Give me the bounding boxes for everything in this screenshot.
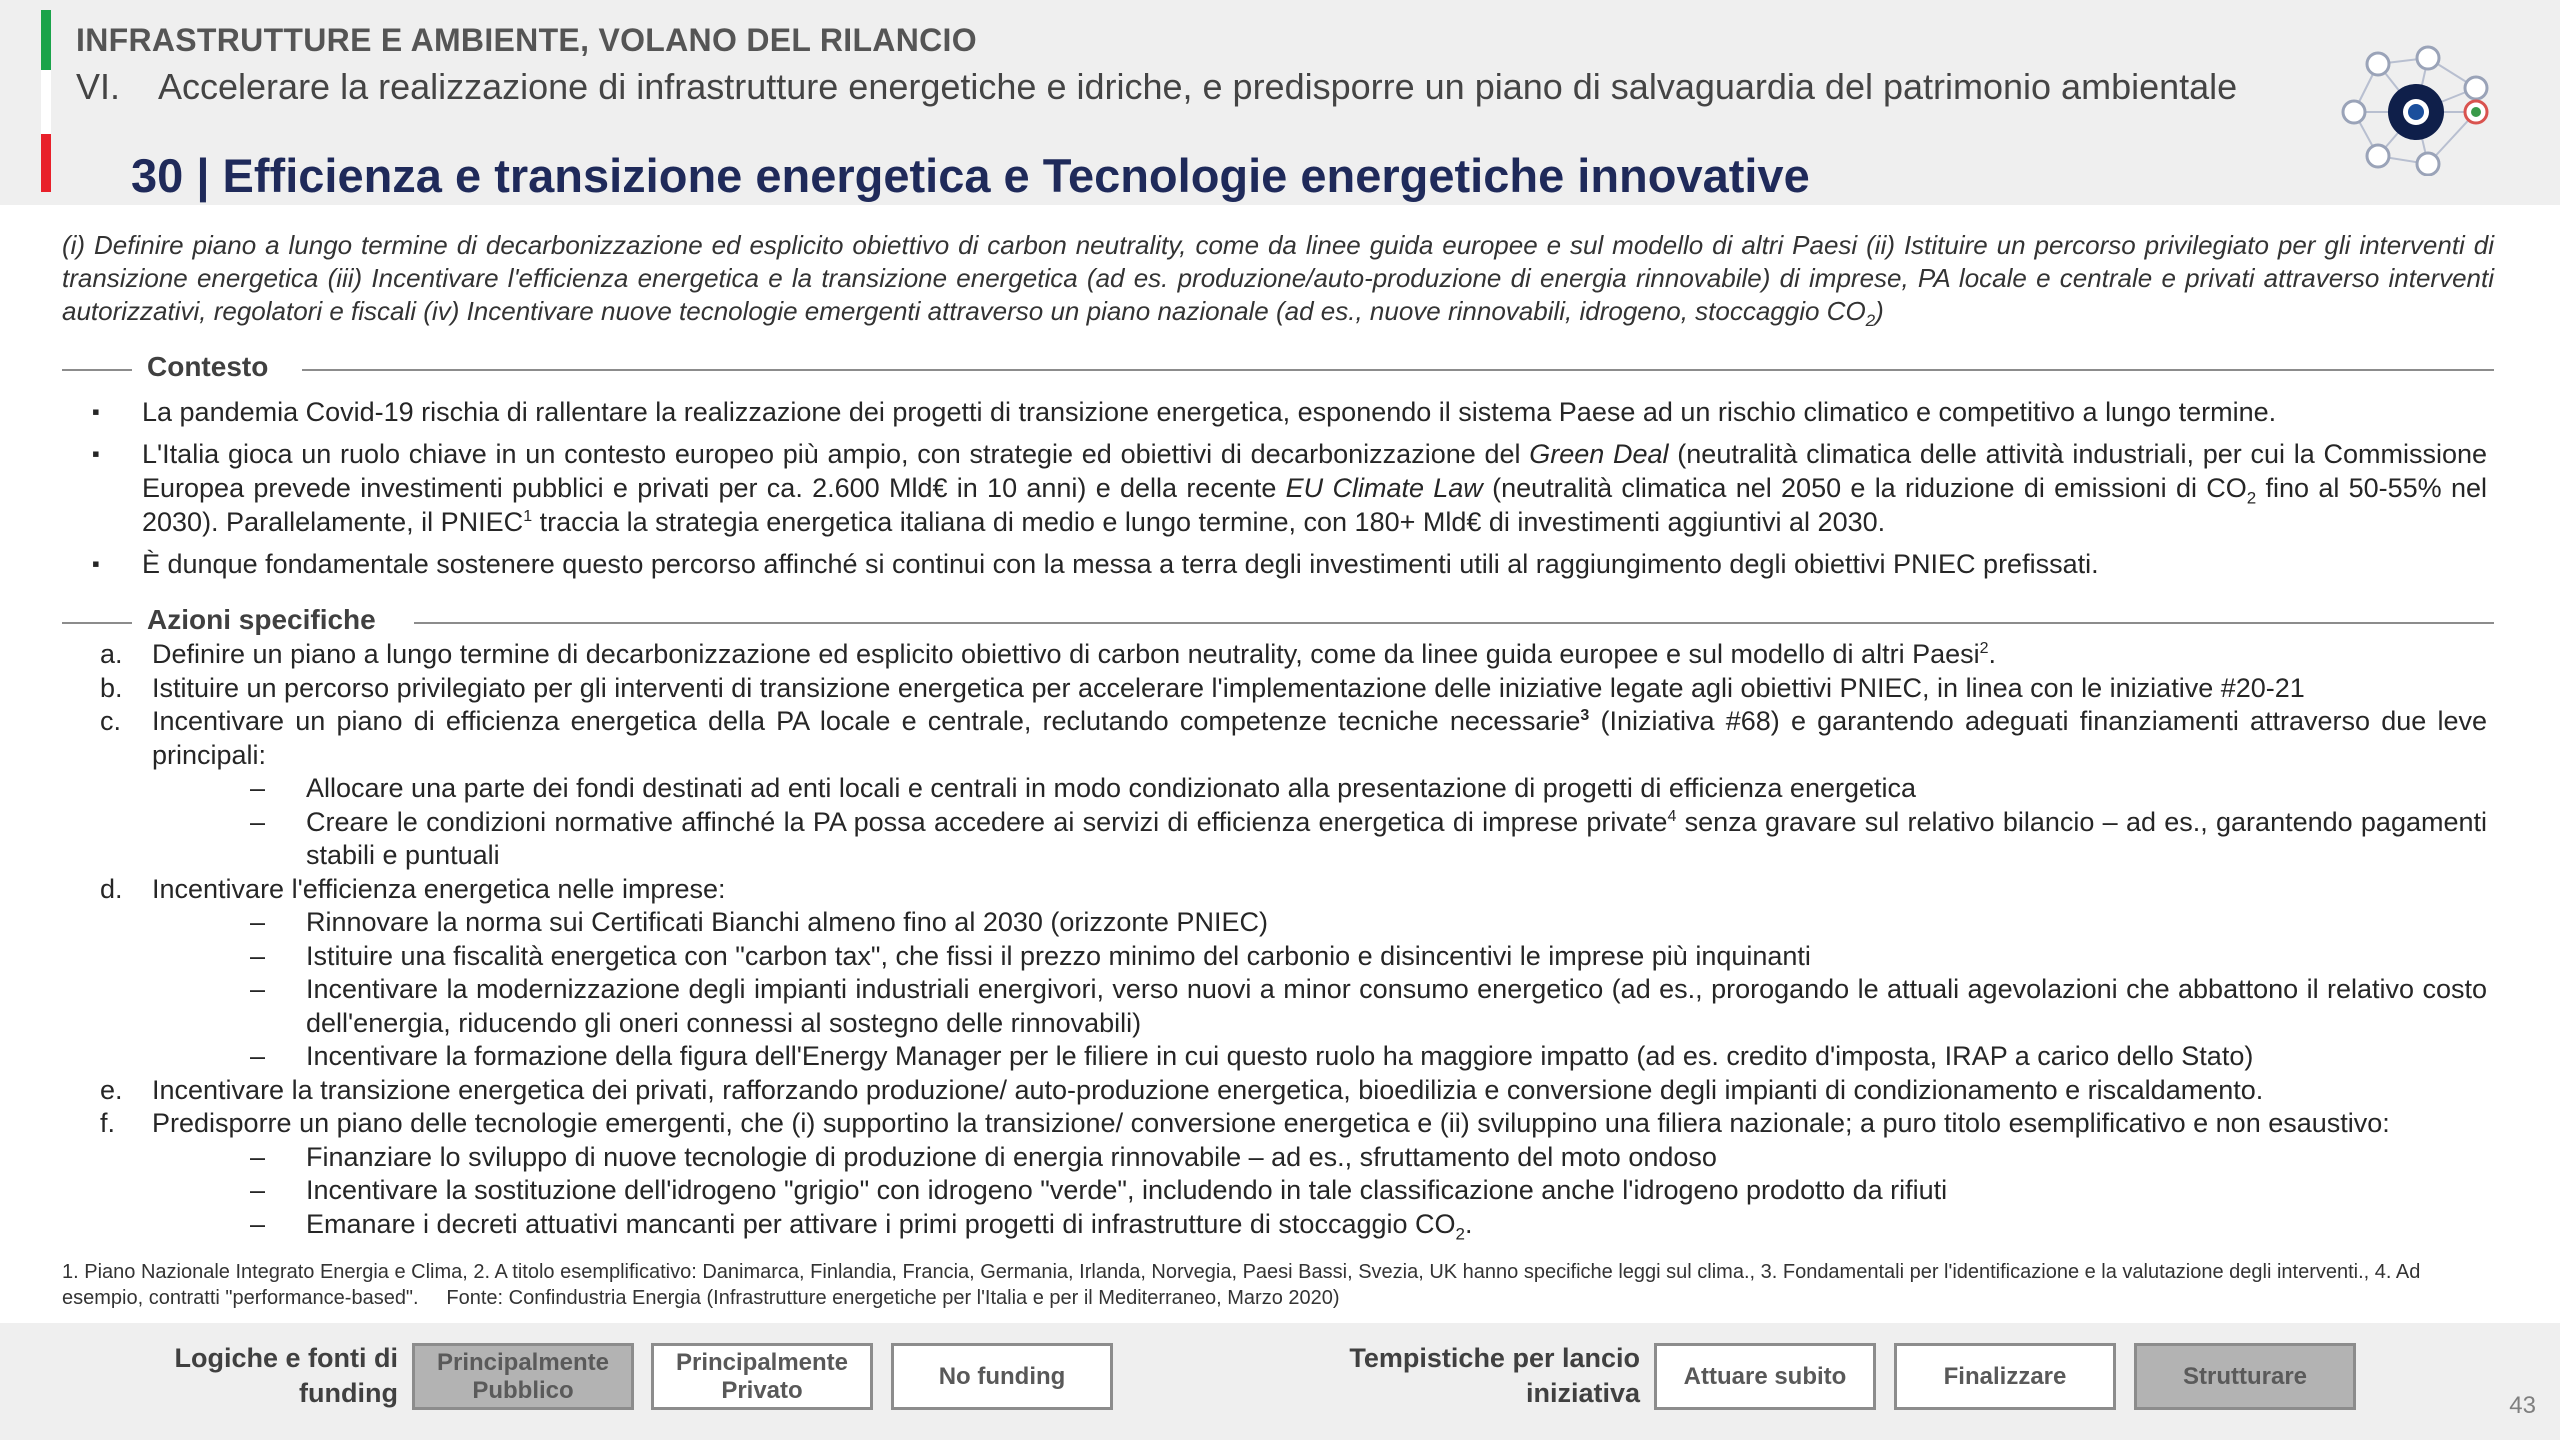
sub-action-text: Finanziare lo sviluppo di nuove tecnologie di produzione di energia rinnovabile – ad es., sfruttamento del moto ondoso — [306, 1141, 1717, 1172]
action-item — [100, 1107, 2487, 1141]
context-bullet-text: È dunque fondamentale sostenere questo percorso affinché si continui con la messa a terra degli investimenti utili al raggiungimento degli obiettivi PNIEC prefissati. — [142, 549, 2099, 579]
sub-action-text: Incentivare la sostituzione dell'idrogeno "grigio" con idrogeno "verde", includendo in tale classificazione anche l'idrogeno prodotto da rifiuti — [306, 1175, 1948, 1205]
network-logo-icon — [2336, 44, 2496, 176]
section-title: INFRASTRUTTURE E AMBIENTE, VOLANO DEL RILANCIO — [76, 22, 977, 58]
sub-action-item — [100, 806, 2487, 873]
context-text: traccia la strategia energetica italiana di medio e lungo termine, con 180+ Mld€ di investimenti aggiuntivi al 2030. — [532, 507, 1886, 537]
context-text: (neutralità climatica nel 2050 e la riduzione di emissioni di CO — [1482, 473, 2247, 503]
flag-red-bar — [41, 134, 51, 192]
funding-label-line: Logiche e fonti di — [174, 1343, 398, 1373]
footnotes: 1. Piano Nazionale Integrato Energia e Clima, 2. A titolo esemplificativo: Danimarca, Finlandia, Francia, Germania, Irlanda, Norvegia, Paesi Bassi, Svezia, UK hanno specifiche leggi sul clima., 3. Fondamentali per l'identificazione e la valutazione degli interventi., 4. Ad esempio, contratti "performance-based". Fonte: Confindustria Energia (Infrastrutture energetiche per l'Italia e per il Mediterraneo, Marzo 2020) — [62, 1261, 2426, 1309]
footnote-ref: 4 — [1667, 807, 1677, 825]
option-label: Pubblico — [472, 1376, 574, 1404]
footnote-ref: 1 — [523, 508, 533, 525]
funding-label — [120, 1341, 398, 1411]
option-label: Finalizzare — [1943, 1362, 2067, 1390]
option-label: Principalmente — [436, 1348, 610, 1376]
actions-label: Azioni specifiche — [147, 604, 376, 635]
timing-option-attuare — [1654, 1343, 1876, 1410]
timing-label-line: iniziativa — [1525, 1378, 1640, 1408]
sub-action-item — [100, 1208, 2487, 1242]
context-bullet — [92, 395, 2487, 429]
action-letter: a. — [100, 639, 123, 669]
context-text: fino al 50-55% nel 2030). Parallelamente, il PNIEC — [142, 473, 2487, 537]
context-bullet — [92, 547, 2487, 581]
actions-section-header — [62, 602, 2494, 642]
action-letter: c. — [100, 706, 122, 736]
subtitle-number: VI. — [76, 66, 121, 107]
eu-climate-law-term: EU Climate Law — [1285, 473, 1483, 503]
timing-option-strutturare — [2134, 1343, 2356, 1410]
divider-right — [302, 369, 2494, 371]
action-item — [100, 873, 2487, 907]
green-deal-term: Green Deal — [1529, 439, 1669, 469]
action-text: Incentivare l'efficienza energetica nelle imprese: — [152, 873, 726, 904]
option-label: Attuare subito — [1683, 1362, 1847, 1390]
sub-action-text: Rinnovare la norma sui Certificati Bianchi almeno fino al 2030 (orizzonte PNIEC) — [306, 907, 1268, 937]
context-label: Contesto — [147, 351, 269, 382]
action-text: Istituire un percorso privilegiato per gli interventi di transizione energetica per accelerare l'implementazione delle iniziative legate agli obiettivi PNIEC, in linea con le iniziative #20-21 — [152, 672, 2305, 703]
sub-action-text: . — [1464, 1208, 1473, 1239]
option-label: No funding — [938, 1362, 1066, 1390]
divider-left — [62, 369, 132, 371]
action-text: . — [1988, 639, 1997, 669]
sub-action-text: Istituire una fiscalità energetica con "carbon tax", che fissi il prezzo minimo del carbonio e disincentivi le imprese più inquinanti — [306, 940, 1811, 971]
option-label: Principalmente — [675, 1348, 849, 1376]
timing-option-finalizzare — [1894, 1343, 2116, 1410]
option-label: Privato — [721, 1376, 803, 1404]
subtitle-text: Accelerare la realizzazione di infrastrutture energetiche e idriche, e predisporre un piano di salvaguardia del patrimonio ambientale — [158, 66, 2238, 107]
context-bullets — [92, 395, 2487, 589]
sub-action-item — [100, 1141, 2487, 1175]
co2-subscript: 2 — [1455, 1223, 1465, 1243]
action-item — [100, 705, 2487, 772]
timing-label — [1300, 1341, 1640, 1411]
actions-list — [100, 638, 2487, 1241]
footnote-ref: 3 — [1580, 707, 1590, 724]
sub-action-item — [100, 906, 2487, 940]
action-text: Incentivare un piano di efficienza energetica della PA locale e centrale, reclutando competenze tecniche necessarie — [152, 706, 1581, 736]
action-letter: b. — [100, 672, 123, 703]
funding-label-line: funding — [299, 1378, 398, 1408]
intro-paragraph — [62, 229, 2494, 331]
action-text: Definire un piano a lungo termine di decarbonizzazione ed esplicito obiettivo di carbon neutrality, come da linee guida europee e sul modello di altri Paesi — [152, 639, 1980, 669]
funding-option-no-funding — [891, 1343, 1113, 1410]
sub-action-text: Incentivare la formazione della figura dell'Energy Manager per le filiere in cui questo ruolo ha maggiore impatto (ad es. credito d'imposta, IRAP a carico dello Stato) — [306, 1041, 2254, 1071]
sub-action-item — [100, 973, 2487, 1040]
action-letter: e. — [100, 1074, 123, 1105]
timing-label-line: Tempistiche per lancio — [1349, 1343, 1640, 1373]
flag-green-bar — [41, 10, 51, 70]
action-text: (Iniziativa #68) e garantendo adeguati finanziamenti attraverso due leve principali: — [152, 706, 2488, 770]
context-section-header — [62, 349, 2494, 389]
sub-action-text: Creare le condizioni normative affinché la PA possa accedere ai servizi di efficienza energetica di imprese private — [306, 806, 1668, 837]
action-letter: d. — [100, 873, 123, 904]
co2-subscript: 2 — [2246, 488, 2257, 508]
sub-action-item — [100, 940, 2487, 974]
sub-action-text: Emanare i decreti attuativi mancanti per attivare i primi progetti di infrastrutture di stoccaggio CO — [306, 1208, 1456, 1239]
intro-subscript: 2 — [1865, 311, 1876, 331]
page-number: 43 — [2509, 1392, 2536, 1419]
divider-right — [414, 622, 2494, 624]
page-title: 30 | Efficienza e transizione energetica e Tecnologie energetiche innovative — [131, 149, 1810, 202]
action-item — [100, 638, 2487, 672]
intro-end: ) — [1875, 296, 1884, 326]
divider-left — [62, 622, 132, 624]
sub-action-text: Allocare una parte dei fondi destinati ad enti locali e centrali in modo condizionato alla presentazione di progetti di efficienza energetica — [306, 773, 1917, 803]
action-text: Incentivare la transizione energetica dei privati, rafforzando produzione/ auto-produzione energetica, bioedilizia e conversione degli impianti di condizionamento e riscaldamento. — [152, 1074, 2264, 1105]
sub-action-text: Incentivare la modernizzazione degli impianti industriali energivori, verso nuovi a minor consumo energetico (ad es., prorogando le attuali agevolazioni che abbattono il relativo costo dell'energia, riducendo gli oneri connessi al sostegno delle rinnovabili) — [306, 974, 2487, 1038]
context-text: L'Italia gioca un ruolo chiave in un contesto europeo più ampio, con strategie ed obiettivi di decarbonizzazione del — [142, 439, 1530, 469]
flag-white-bar — [41, 70, 51, 134]
section-subtitle — [76, 66, 2237, 108]
sub-action-item — [100, 1040, 2487, 1074]
funding-option-privato — [651, 1343, 873, 1410]
sub-action-text: senza gravare sul relativo bilancio – ad es., garantendo pagamenti stabili e puntuali — [306, 806, 2488, 870]
action-letter: f. — [100, 1108, 116, 1138]
funding-option-pubblico — [412, 1343, 634, 1410]
intro-text: (i) Definire piano a lungo termine di decarbonizzazione ed esplicito obiettivo di carbon neutrality, come da linee guida europee e sul modello di altri Paesi (ii) Istituire un percorso privilegiato per gli interventi di transizione energetica (iii) Incentivare l'efficienza energetica e la transizione energetica (ad es. produzione/auto-produzione di energia rinnovabile) di imprese, PA locale e centrale e privati attraverso interventi autorizzativi, regolatori e fiscali (iv) Incentivare nuove tecnologie emergenti attraverso un piano nazionale (ad es., nuove rinnovabili, idrogeno, stoccaggio CO — [62, 230, 2494, 326]
header-band — [0, 0, 2560, 205]
context-bullet-text: La pandemia Covid-19 rischia di rallentare la realizzazione dei progetti di transizione energetica, esponendo il sistema Paese ad un rischio climatico e competitivo a lungo termine. — [142, 397, 2277, 427]
footnote-ref: 2 — [1979, 640, 1989, 657]
action-item — [100, 672, 2487, 706]
option-label: Strutturare — [2182, 1362, 2308, 1390]
action-item — [100, 1074, 2487, 1108]
context-text: (neutralità climatica delle attività industriali, per cui la Commissione Europea prevede investimenti pubblici e privati per ca. 2.600 Mld€ in 10 anni) e della recente — [142, 439, 2487, 503]
sub-action-item — [100, 1174, 2487, 1208]
action-text: Predisporre un piano delle tecnologie emergenti, che (i) supportino la transizione/ conversione energetica e (ii) sviluppino una filiera nazionale; a puro titolo esemplificativo e non esaustivo: — [152, 1108, 2390, 1138]
sub-action-item — [100, 772, 2487, 806]
context-bullet — [92, 437, 2487, 539]
